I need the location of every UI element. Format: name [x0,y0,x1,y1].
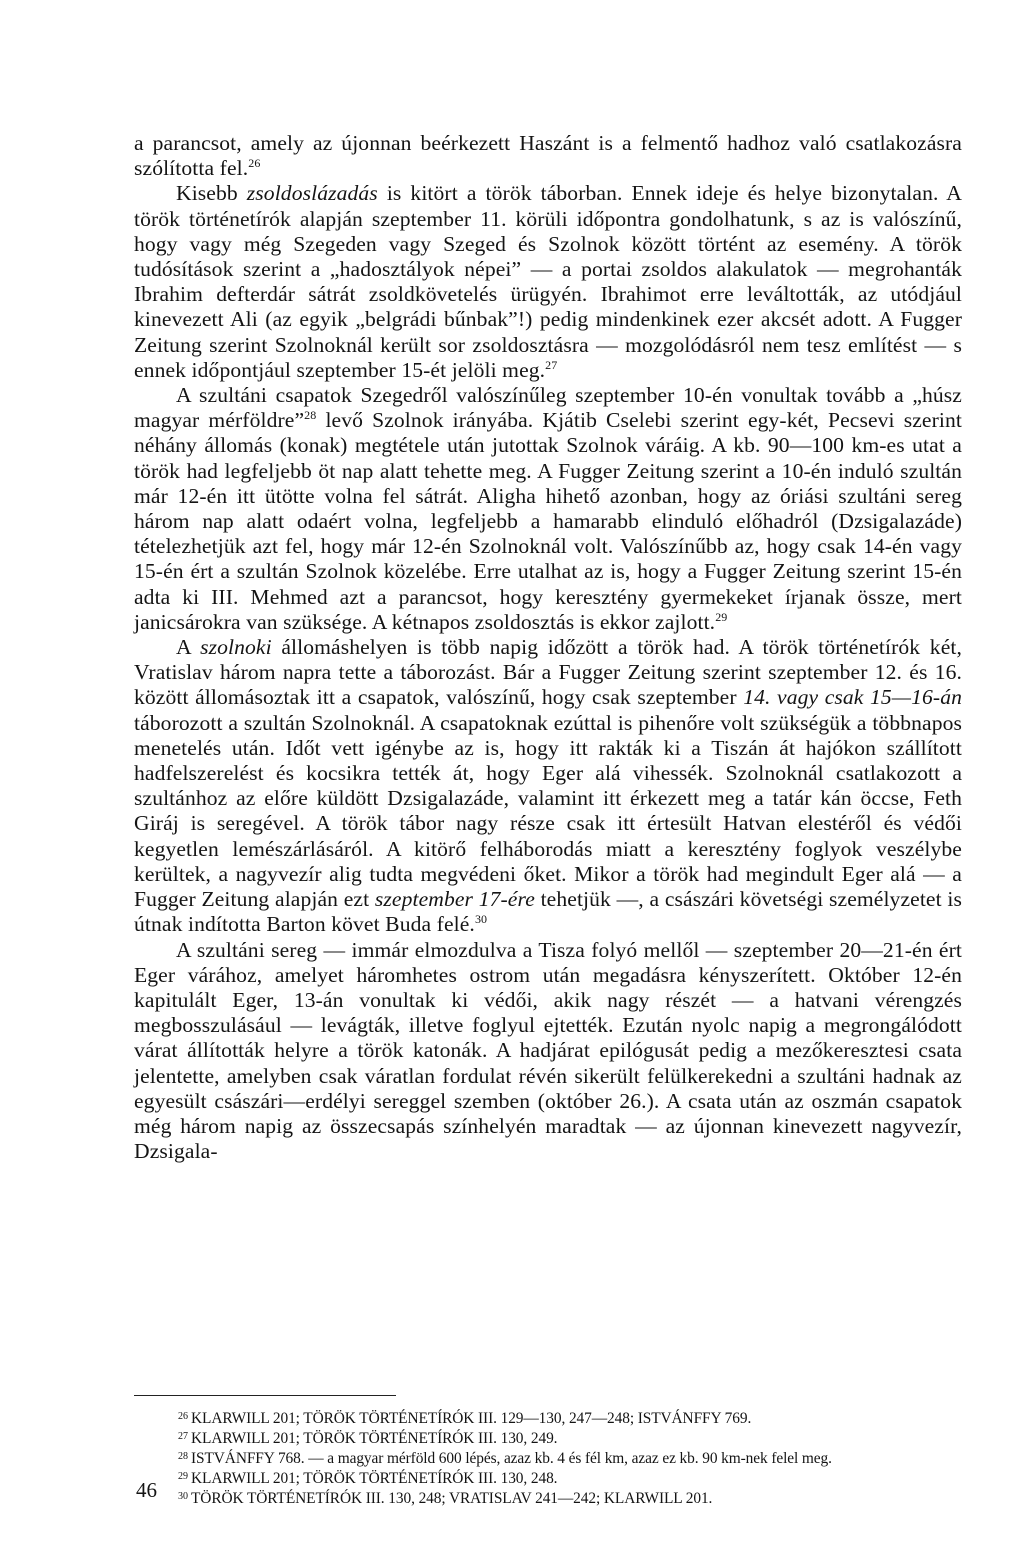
text-run: A szultáni csapatok Szegedről valószínűleg szeptember 10-én vonultak tovább a „húsz magyar mérföldre” [134,383,962,433]
footnote-number: 26 [178,1411,188,1422]
footnote-number: 29 [178,1471,188,1482]
main-text [134,131,962,1164]
footnote [178,1449,968,1469]
footnote [178,1469,968,1489]
text-run: táborozott a szultán Szolnoknál. A csapatoknak ezúttal is pihenőre volt szükségük a többnapos menetelés után. Időt vett igénybe az is, hogy itt rakták ki a Tiszán át hajókon szállított hadfelszerelést és kocsikra tették át, hogy Eger alá vihessék. Szolnoknál csatlakozott a szultánhoz az előre küldött Dzsigalazáde, valamint itt érkezett meg a tatár kán öccse, Feth Giráj is seregével. A török tábor nagy része csak itt értesült Hatvan elestéről és védői kegyetlen lemészárlásáról. A kitörő felháborodás miatt a keresztény foglyok veszélybe kerültek, a nagyvezír alig tudta megvédeni őket. Mikor a török had megindult Eger alá — a Fugger Zeitung alapján ezt [134,710,962,912]
footnote [178,1429,968,1449]
page-number: 46 [136,1478,157,1502]
footnote-reference: 30 [474,912,488,927]
text-run: állomáshelyen is több napig időzött a török had. A török történetírók két, Vratislav három napra tette a táborozást. Bár a Fugger Zeitung szerint szeptember 12. és 16. között állomásoztak itt a csapatok, valószínű, hogy csak szeptember [134,635,962,710]
footnote-number: 30 [178,1491,188,1502]
footnote-separator [134,1395,396,1396]
paragraph [134,131,962,181]
footnote-reference: 26 [248,156,261,171]
paragraph [134,181,962,383]
footnote-text: TÖRÖK TÖRTÉNETÍRÓK III. 130, 248; VRATISLAV 241—242; KLARWILL 201. [191,1490,713,1507]
text-run: is kitört a török táborban. Ennek ideje és helye bizonytalan. A török történetírók alapján szeptember 11. körüli időpontra gondolhatunk, s az is valószínű, hogy vagy még Szegeden vagy Szeged és Szolnok között történt az esemény. A török tudósítások szerint a „hadosztályok népei” — a portai zsoldos alakulatok — megrohanták Ibrahim defterdár sátrát zsoldkövetelés ürügyén. Ibrahimot erre leváltották, az utódjául kinevezett Ali (az egyik „belgrádi bűnbak”!) pedig mindenkinek ezer akcsét adott. A Fugger Zeitung szerint Szolnoknál került sor zsoldosztásra — mozgolódásról nem tesz említést — s ennek időpontjául szeptember 15-ét jelöli meg. [134,181,962,382]
text-run: levő Szolnok irányába. Kjátib Cselebi szerint egy-két, Pecsevi szerint néhány állomás (konak) megtétele után jutottak Szolnok váráig. A kb. 90—100 km-es utat a török had legfeljebb öt nap alatt tehette meg. A Fugger Zeitung szerint a 10-én induló szultán már 12-én itt ütötte volna fel sátrát. Aligha hihető azonban, hogy az óriási szultáni sereg három nap alatt odaért volna, legfeljebb a hamarabb elinduló előhadról (Dzsigalazáde) tételezhetjük azt fel, hogy már 12-én Szolnoknál volt. Valószínűbb az, hogy csak 14-én vagy 15-én ért a szultán Szolnok közelébe. Erre utalhat az is, hogy a Fugger Zeitung szerint 15-én adta ki III. Mehmed azt a parancsot, hogy keresztény gyermekeket írjanak össze, mert janicsárokra van szüksége. A kétnapos zsoldosztás is ekkor zajlott. [134,408,962,634]
footnote-text: KLARWILL 201; TÖRÖK TÖRTÉNETÍRÓK III. 129—130, 247—248; ISTVÁNFFY 769. [191,1410,752,1427]
paragraph [134,635,962,937]
footnote-number: 28 [178,1451,188,1462]
italic-text: 14. vagy csak 15—16-án [743,685,962,710]
text-run: A [176,635,201,660]
italic-text: szeptember 17-ére [374,887,535,912]
footnote-number: 27 [178,1431,188,1442]
italic-text: szolnoki [200,635,272,660]
text-run: a parancsot, amely az újonnan beérkezett Haszánt is a felmentő hadhoz való csatlakozásra szólította fel. [134,131,962,181]
footnote-text: KLARWILL 201; TÖRÖK TÖRTÉNETÍRÓK III. 130, 248. [191,1470,558,1487]
paragraph [134,383,962,635]
footnotes [178,1409,968,1509]
text-run: A szultáni sereg — immár elmozdulva a Tisza folyó mellől — szeptember 20—21-én ért Eger várához, amelyet háromhetes ostrom után megadásra kényszerített. Október 12-én kapitulált Eger, 13-án vonultak ki védői, akik nagy részét — a hatvani vérengzés megbosszulásául — levágták, illetve foglyul ejtették. Ezután nyolc napig a megrongálódott várat állították helyre a török katonák. A hadjárat epilógusát pedig a mezőkeresztesi csata jelentette, amelyben csak váratlan fordulat révén sikerült felülkerekedni a szultáni hadnak az egyesült császári—erdélyi sereggel szemben (október 26.). A csata után az oszmán csapatok még három napig az összecsapás színhelyén maradtak — az újonnan kinevezett nagyvezír, Dzsigala- [134,937,962,1164]
footnote [178,1489,968,1509]
footnote [178,1409,968,1429]
text-run: tehetjük —, a császári követségi személyzetet is útnak indította Barton követ Buda felé. [134,887,962,937]
paragraph [134,938,962,1165]
footnote-text: KLARWILL 201; TÖRÖK TÖRTÉNETÍRÓK III. 130, 249. [191,1430,558,1447]
footnote-reference: 28 [304,408,317,423]
footnote-reference: 27 [545,357,558,372]
footnote-text: ISTVÁNFFY 768. — a magyar mérföld 600 lépés, azaz kb. 4 és fél km, azaz ez kb. 90 km-nek felel meg. [191,1450,832,1467]
italic-text: zsoldoslázadás [246,181,378,206]
text-run: Kisebb [176,181,247,206]
footnote-reference: 29 [715,609,728,624]
